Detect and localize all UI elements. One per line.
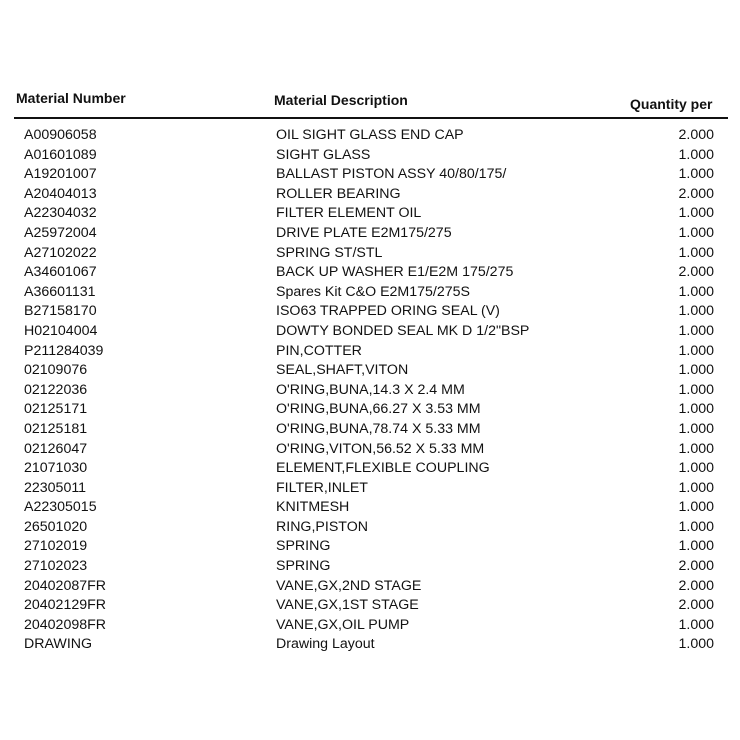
material-description-cell: O'RING,BUNA,78.74 X 5.33 MM (276, 420, 481, 437)
quantity-cell: 1.000 (678, 460, 714, 477)
material-number-cell: 27102019 (24, 538, 88, 555)
header-divider (14, 117, 728, 119)
material-description-cell: DRIVE PLATE E2M175/275 (276, 224, 452, 241)
table-row (0, 185, 740, 205)
material-description-cell: RING,PISTON (276, 518, 368, 535)
quantity-cell: 1.000 (678, 362, 714, 379)
material-number-cell: A22304032 (24, 205, 97, 222)
table-row (0, 263, 740, 283)
quantity-cell: 1.000 (678, 381, 714, 398)
material-number-cell: 02122036 (24, 381, 88, 398)
material-number-cell: A19201007 (24, 166, 97, 183)
material-number-cell: A00906058 (24, 127, 97, 143)
table-row (0, 577, 740, 597)
material-number-cell: 20402087FR (24, 577, 107, 594)
material-description-cell: SPRING (276, 558, 331, 575)
material-number-cell: DRAWING (24, 636, 93, 653)
material-number-cell: 27102023 (24, 558, 88, 575)
header-quantity-per: Quantity per (630, 96, 713, 112)
quantity-cell: 1.000 (678, 342, 714, 359)
material-number-cell: A01601089 (24, 146, 97, 163)
table-row (0, 557, 740, 577)
quantity-cell: 2.000 (678, 597, 714, 614)
material-description-cell: VANE,GX,2ND STAGE (276, 577, 422, 594)
material-description-cell: O'RING,VITON,56.52 X 5.33 MM (276, 440, 485, 457)
material-description-cell: ELEMENT,FLEXIBLE COUPLING (276, 460, 490, 477)
table-row (0, 635, 740, 655)
material-description-cell: OIL SIGHT GLASS END CAP (276, 127, 464, 143)
table-row (0, 224, 740, 244)
material-description-cell: Spares Kit C&O E2M175/275S (276, 283, 470, 300)
material-description-cell: PIN,COTTER (276, 342, 362, 359)
quantity-cell: 1.000 (678, 420, 714, 437)
table-row (0, 126, 740, 146)
quantity-cell: 1.000 (678, 636, 714, 653)
table-row (0, 302, 740, 322)
material-description-cell: SPRING ST/STL (276, 244, 383, 261)
table-body (0, 126, 740, 655)
table-row (0, 420, 740, 440)
table-row (0, 146, 740, 166)
table-row (0, 498, 740, 518)
material-number-cell: A20404013 (24, 185, 97, 202)
material-number-cell: 26501020 (24, 518, 88, 535)
material-number-cell: 21071030 (24, 460, 88, 477)
quantity-cell: 1.000 (678, 401, 714, 418)
table-row (0, 459, 740, 479)
quantity-cell: 1.000 (678, 166, 714, 183)
quantity-cell: 1.000 (678, 283, 714, 300)
quantity-cell: 1.000 (678, 146, 714, 163)
material-description-cell: SIGHT GLASS (276, 146, 371, 163)
quantity-cell: 1.000 (678, 518, 714, 535)
quantity-cell: 2.000 (678, 577, 714, 594)
quantity-cell: 1.000 (678, 224, 714, 241)
table-header (16, 90, 726, 114)
quantity-cell: 1.000 (678, 322, 714, 339)
material-number-cell: 02125171 (24, 401, 88, 418)
material-description-cell: BACK UP WASHER E1/E2M 175/275 (276, 264, 514, 281)
quantity-cell: 1.000 (678, 205, 714, 222)
table-row (0, 616, 740, 636)
material-description-cell: O'RING,BUNA,66.27 X 3.53 MM (276, 401, 481, 418)
material-description-cell: BALLAST PISTON ASSY 40/80/175/ (276, 166, 507, 183)
quantity-cell: 1.000 (678, 303, 714, 320)
material-number-cell: A36601131 (24, 283, 96, 300)
material-number-cell: 02109076 (24, 362, 88, 379)
table-row (0, 518, 740, 538)
material-description-cell: DOWTY BONDED SEAL MK D 1/2"BSP (276, 322, 530, 339)
quantity-cell: 1.000 (678, 479, 714, 496)
material-description-cell: SEAL,SHAFT,VITON (276, 362, 409, 379)
table-row (0, 361, 740, 381)
material-description-cell: KNITMESH (276, 499, 350, 516)
material-number-cell: 22305011 (24, 479, 87, 496)
table-row (0, 381, 740, 401)
quantity-cell: 1.000 (678, 440, 714, 457)
table-row (0, 342, 740, 362)
quantity-cell: 2.000 (678, 264, 714, 281)
quantity-cell: 1.000 (678, 499, 714, 516)
quantity-cell: 1.000 (678, 538, 714, 555)
material-description-cell: FILTER ELEMENT OIL (276, 205, 422, 222)
quantity-cell: 2.000 (678, 127, 714, 143)
table-row (0, 322, 740, 342)
material-number-cell: A34601067 (24, 264, 97, 281)
material-number-cell: 02126047 (24, 440, 88, 457)
table-row (0, 440, 740, 460)
header-material-description: Material Description (274, 92, 408, 108)
material-description-cell: VANE,GX,1ST STAGE (276, 597, 419, 614)
material-number-cell: 20402098FR (24, 616, 107, 633)
material-description-cell: FILTER,INLET (276, 479, 368, 496)
header-material-number: Material Number (16, 90, 126, 106)
material-description-cell: ROLLER BEARING (276, 185, 401, 202)
material-description-cell: VANE,GX,OIL PUMP (276, 616, 410, 633)
material-number-cell: 02125181 (24, 420, 88, 437)
material-number-cell: 20402129FR (24, 597, 107, 614)
quantity-cell: 2.000 (678, 558, 714, 575)
material-number-cell: A27102022 (24, 244, 97, 261)
table-row (0, 165, 740, 185)
material-description-cell: O'RING,BUNA,14.3 X 2.4 MM (276, 381, 465, 398)
table-row (0, 400, 740, 420)
material-number-cell: A22305015 (24, 499, 97, 516)
table-row (0, 596, 740, 616)
material-number-cell: A25972004 (24, 224, 97, 241)
quantity-cell: 1.000 (678, 616, 714, 633)
table-row (0, 479, 740, 499)
material-number-cell: B27158170 (24, 303, 97, 320)
table-row (0, 244, 740, 264)
material-number-cell: P211284039 (24, 342, 104, 359)
material-description-cell: Drawing Layout (276, 636, 375, 653)
material-number-cell: H02104004 (24, 322, 98, 339)
table-row (0, 204, 740, 224)
quantity-cell: 1.000 (678, 244, 714, 261)
quantity-cell: 2.000 (678, 185, 714, 202)
table-row (0, 537, 740, 557)
table-row (0, 283, 740, 303)
material-description-cell: SPRING (276, 538, 331, 555)
material-description-cell: ISO63 TRAPPED ORING SEAL (V) (276, 303, 500, 320)
